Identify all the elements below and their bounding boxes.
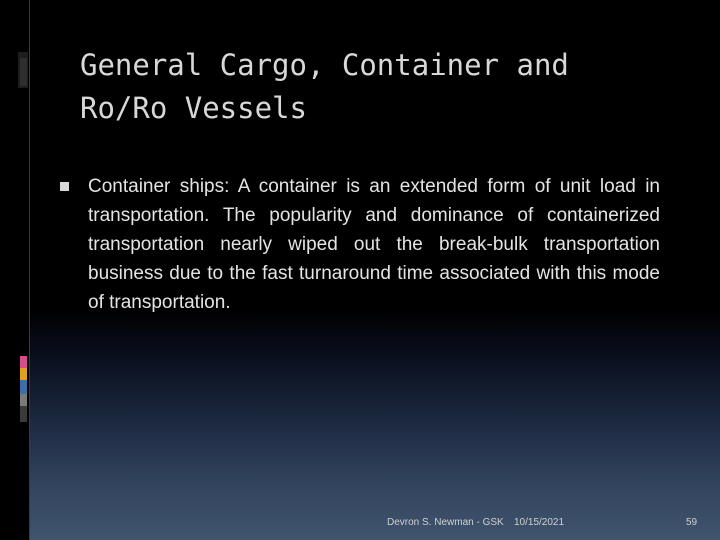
accent-stripe-dark: [20, 406, 27, 422]
accent-stripe-gold: [20, 368, 27, 380]
accent-stripe-gray: [20, 394, 27, 406]
title-accent-inner: [20, 58, 27, 86]
footer-author: Devron S. Newman - GSK: [387, 517, 504, 528]
slide-title: [80, 44, 640, 130]
side-accent-stripes: [20, 356, 27, 422]
bullet-text: Container ships: A container is an extended form of unit load in transportation. The popularity and dominance of containerized transportation nearly wiped out the break-bulk transportation business due to the fast turnaround time associated with this mode of transportation.: [88, 176, 660, 313]
square-bullet-icon: [60, 182, 69, 191]
slide-title-line1: General Cargo, Container and: [80, 48, 569, 82]
footer-date: 10/15/2021: [514, 517, 565, 528]
accent-stripe-pink: [20, 356, 27, 368]
footer-page-number: 59: [686, 517, 698, 528]
bullet-item: [60, 172, 670, 317]
slide-title-line2: Ro/Ro Vessels: [80, 91, 307, 125]
accent-stripe-blue: [20, 380, 27, 394]
